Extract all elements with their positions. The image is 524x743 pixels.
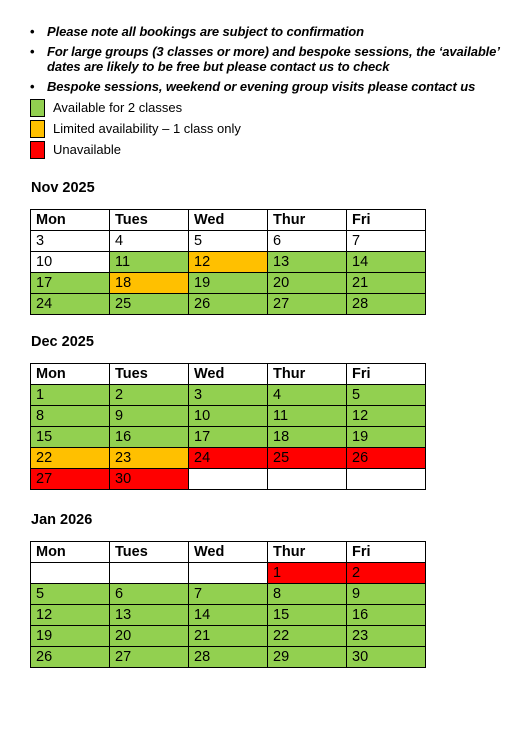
day-header: Mon (31, 542, 110, 563)
booking-notes (30, 24, 510, 98)
week-row (31, 273, 426, 294)
week-row (31, 469, 426, 490)
month-title-nov-2025: Nov 2025 (31, 180, 95, 196)
date-cell: 6 (110, 584, 189, 605)
date-cell: 8 (268, 584, 347, 605)
day-header: Fri (347, 542, 426, 563)
date-cell: 30 (110, 469, 189, 490)
week-row (31, 605, 426, 626)
legend-item-unavailable (30, 139, 241, 160)
date-cell: 22 (31, 448, 110, 469)
legend-label: Unavailable (53, 142, 121, 157)
calendar-dec-2025 (30, 363, 426, 490)
date-cell: 6 (268, 231, 347, 252)
week-row (31, 647, 426, 668)
week-row (31, 406, 426, 427)
note-item (30, 79, 510, 95)
legend-swatch (30, 141, 45, 159)
header-row (31, 210, 426, 231)
date-cell: 28 (189, 647, 268, 668)
date-cell: 26 (347, 448, 426, 469)
date-cell: 11 (268, 406, 347, 427)
date-cell: 13 (268, 252, 347, 273)
date-cell: 5 (347, 385, 426, 406)
date-cell: 26 (189, 294, 268, 315)
week-row (31, 252, 426, 273)
date-cell: 21 (347, 273, 426, 294)
date-cell: 27 (268, 294, 347, 315)
bullet-icon: • (30, 24, 35, 39)
week-row (31, 448, 426, 469)
day-header: Wed (189, 364, 268, 385)
empty-date-cell (31, 563, 110, 584)
date-cell: 24 (31, 294, 110, 315)
note-text: For large groups (3 classes or more) and bespoke sessions, the ‘available’ dates are likely to be free but please contact us to check (47, 43, 500, 74)
date-cell: 23 (110, 448, 189, 469)
date-cell: 27 (31, 469, 110, 490)
date-cell: 8 (31, 406, 110, 427)
legend-label: Available for 2 classes (53, 100, 183, 115)
date-cell: 22 (268, 626, 347, 647)
date-cell: 10 (31, 252, 110, 273)
date-cell: 26 (31, 647, 110, 668)
date-cell: 3 (31, 231, 110, 252)
day-header: Wed (189, 542, 268, 563)
date-cell: 4 (110, 231, 189, 252)
date-cell: 9 (347, 584, 426, 605)
note-item (30, 44, 510, 75)
date-cell: 12 (189, 252, 268, 273)
note-text: Please note all bookings are subject to confirmation (47, 24, 364, 39)
week-row (31, 626, 426, 647)
date-cell: 11 (110, 252, 189, 273)
day-header: Thur (268, 210, 347, 231)
date-cell: 28 (347, 294, 426, 315)
date-cell: 7 (189, 584, 268, 605)
date-cell: 25 (268, 448, 347, 469)
date-cell: 23 (347, 626, 426, 647)
week-row (31, 385, 426, 406)
date-cell: 18 (110, 273, 189, 294)
date-cell: 4 (268, 385, 347, 406)
week-row (31, 584, 426, 605)
date-cell: 20 (268, 273, 347, 294)
date-cell: 25 (110, 294, 189, 315)
legend-swatch (30, 120, 45, 138)
date-cell: 19 (31, 626, 110, 647)
date-cell: 17 (31, 273, 110, 294)
date-cell: 15 (268, 605, 347, 626)
day-header: Fri (347, 210, 426, 231)
date-cell: 19 (189, 273, 268, 294)
header-row (31, 542, 426, 563)
date-cell: 17 (189, 427, 268, 448)
day-header: Tues (110, 542, 189, 563)
week-row (31, 563, 426, 584)
date-cell: 3 (189, 385, 268, 406)
date-cell: 14 (189, 605, 268, 626)
date-cell: 16 (347, 605, 426, 626)
day-header: Tues (110, 364, 189, 385)
date-cell: 2 (110, 385, 189, 406)
legend-label: Limited availability – 1 class only (53, 121, 241, 136)
bullet-icon: • (30, 43, 35, 59)
month-title-dec-2025: Dec 2025 (31, 334, 94, 350)
header-row (31, 364, 426, 385)
week-row (31, 427, 426, 448)
date-cell: 1 (268, 563, 347, 584)
availability-legend (30, 97, 241, 160)
empty-date-cell (268, 469, 347, 490)
empty-date-cell (189, 563, 268, 584)
date-cell: 20 (110, 626, 189, 647)
date-cell: 5 (31, 584, 110, 605)
date-cell: 7 (347, 231, 426, 252)
date-cell: 12 (31, 605, 110, 626)
date-cell: 15 (31, 427, 110, 448)
date-cell: 13 (110, 605, 189, 626)
empty-date-cell (347, 469, 426, 490)
day-header: Mon (31, 210, 110, 231)
legend-swatch (30, 99, 45, 117)
date-cell: 9 (110, 406, 189, 427)
day-header: Thur (268, 542, 347, 563)
day-header: Tues (110, 210, 189, 231)
note-item (30, 24, 510, 40)
date-cell: 1 (31, 385, 110, 406)
week-row (31, 231, 426, 252)
legend-item-limited (30, 118, 241, 139)
empty-date-cell (110, 563, 189, 584)
date-cell: 14 (347, 252, 426, 273)
day-header: Fri (347, 364, 426, 385)
date-cell: 16 (110, 427, 189, 448)
date-cell: 27 (110, 647, 189, 668)
note-text: Bespoke sessions, weekend or evening group visits please contact us (47, 78, 476, 94)
date-cell: 18 (268, 427, 347, 448)
date-cell: 12 (347, 406, 426, 427)
day-header: Thur (268, 364, 347, 385)
calendar-jan-2026 (30, 541, 426, 668)
date-cell: 30 (347, 647, 426, 668)
day-header: Mon (31, 364, 110, 385)
date-cell: 29 (268, 647, 347, 668)
month-title-jan-2026: Jan 2026 (31, 512, 93, 528)
date-cell: 2 (347, 563, 426, 584)
calendar-nov-2025 (30, 209, 426, 315)
bullet-icon: • (30, 78, 35, 94)
date-cell: 10 (189, 406, 268, 427)
day-header: Wed (189, 210, 268, 231)
date-cell: 24 (189, 448, 268, 469)
date-cell: 5 (189, 231, 268, 252)
date-cell: 19 (347, 427, 426, 448)
legend-item-available (30, 97, 241, 118)
week-row (31, 294, 426, 315)
date-cell: 21 (189, 626, 268, 647)
empty-date-cell (189, 469, 268, 490)
